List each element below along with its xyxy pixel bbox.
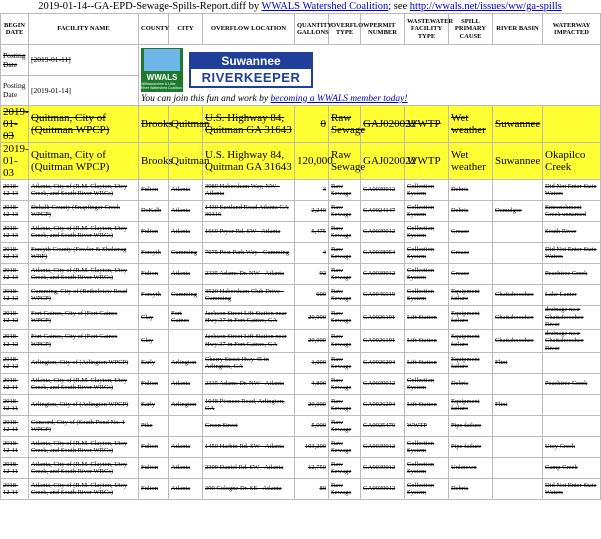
overflow-location-cell: Jackson Street Lift Station near Hwy 37 in Fort Gaines, GA xyxy=(203,306,295,330)
overflow-type-cell: Raw Sewage xyxy=(329,479,361,500)
logos xyxy=(139,45,600,93)
overflow-location-cell: 7075 Post Park Way - Cumming xyxy=(203,243,295,264)
begin-date-cell: 2019-01-03 xyxy=(1,106,29,143)
table-row xyxy=(1,416,601,437)
city-cell: Cumming xyxy=(169,243,203,264)
table-row xyxy=(1,479,601,500)
river-basin-cell: Chattahoochee xyxy=(493,329,543,353)
city-cell: Arlington xyxy=(169,353,203,374)
waterway-impacted-cell: Utoy Creek xyxy=(543,437,601,458)
spill-cause-cell: Equipment failure xyxy=(449,395,493,416)
spills-url-link[interactable]: http://wwals.net/issues/ww/ga-spills xyxy=(409,1,562,12)
overflow-type-cell: Raw Sewage xyxy=(329,395,361,416)
river-basin-cell xyxy=(493,458,543,479)
facility-type-cell: WWTP xyxy=(405,416,449,437)
county-cell: Fulton xyxy=(139,180,169,201)
overflow-location-cell: 1669 Pryor Rd. SW - Atlanta xyxy=(203,222,295,243)
overflow-location-cell: 3089 Habersham Way, NW - Atlanta xyxy=(203,180,295,201)
permit-number-cell: GA0039012 xyxy=(361,180,405,201)
overflow-location-cell: 2300 Daniel Rd. SW - Atlanta xyxy=(203,458,295,479)
facility-type-cell: Collection System xyxy=(405,180,449,201)
begin-date-cell: 2018-12-11 xyxy=(1,416,29,437)
city-cell: Cumming xyxy=(169,285,203,306)
river-basin-cell: Ocmulgee xyxy=(493,201,543,222)
waterway-impacted-cell xyxy=(543,353,601,374)
overflow-location-cell: 1450 Harbin Rd. SW - Atlanta xyxy=(203,437,295,458)
county-cell: Brooks xyxy=(139,106,169,143)
waterway-impacted-cell: drainage near Chattahoochee River xyxy=(543,329,601,353)
table-row xyxy=(1,306,601,330)
quantity-gallons-cell: 20,000 xyxy=(295,329,329,353)
column-header-spill-cause: SPILL PRIMARY CAUSE xyxy=(449,14,493,45)
facility-name-cell: Atlanta, City of (R.M. Clayton, Utoy Creek, and South River WRCs) xyxy=(29,437,139,458)
county-cell: Early xyxy=(139,353,169,374)
waterway-impacted-cell: drainage near Chattahoochee River xyxy=(543,306,601,330)
column-header-river-basin: RIVER BASIN xyxy=(493,14,543,45)
facility-type-cell: Collection System xyxy=(405,437,449,458)
table-row xyxy=(1,374,601,395)
facility-type-cell: WWTP xyxy=(405,106,449,143)
table-row xyxy=(1,222,601,243)
begin-date-cell: 2018-12-13 xyxy=(1,180,29,201)
see-text: ; see xyxy=(388,1,410,12)
county-cell: Clay xyxy=(139,329,169,353)
permit-number-cell: GA0039012 xyxy=(361,479,405,500)
table-row xyxy=(1,329,601,353)
river-basin-cell: Suwannee xyxy=(493,143,543,180)
permit-number-cell: GAJ020022 xyxy=(361,143,405,180)
header-row xyxy=(1,14,601,45)
spill-cause-cell: Unknown xyxy=(449,458,493,479)
county-cell: Pike xyxy=(139,416,169,437)
begin-date-cell: 2018-12-13 xyxy=(1,222,29,243)
srk-top-text: Suwannee xyxy=(191,54,311,69)
quantity-gallons-cell: 600 xyxy=(295,285,329,306)
overflow-location-cell: Cherry Street Hwy 45 in Arlington, GA xyxy=(203,353,295,374)
quantity-gallons-cell: 1,000 xyxy=(295,353,329,374)
river-basin-cell: Flint xyxy=(493,395,543,416)
page-title xyxy=(0,0,600,13)
county-cell: Early xyxy=(139,395,169,416)
county-cell: Fulton xyxy=(139,479,169,500)
facility-type-cell: Lift Station xyxy=(405,395,449,416)
begin-date-cell: 2018-12-11 xyxy=(1,395,29,416)
overflow-type-cell: Raw Sewage xyxy=(329,264,361,285)
wwals-logo[interactable] xyxy=(141,48,183,92)
overflow-location-cell: 1048 Pioneer Road, Arlington, GA xyxy=(203,395,295,416)
overflow-type-cell: Raw Sewage xyxy=(329,416,361,437)
facility-name-cell: Quitman, City of (Quitman WPCP) xyxy=(29,143,139,180)
begin-date-cell: 2018-12-13 xyxy=(1,243,29,264)
permit-number-cell: GA0026191 xyxy=(361,306,405,330)
permit-number-cell: GA0039012 xyxy=(361,264,405,285)
facility-name-cell: Forsyth County (Fowler & Shakerag WRF) xyxy=(29,243,139,264)
posting-label: Posting Date xyxy=(1,75,29,106)
spill-cause-cell: Grease xyxy=(449,243,493,264)
facility-name-cell: Concord, City of (South Pond No. 1 WPCP) xyxy=(29,416,139,437)
county-cell: Clay xyxy=(139,306,169,330)
facility-name-cell: Atlanta, City of (R.M. Clayton, Utoy Creek, and South River WRCs) xyxy=(29,180,139,201)
begin-date-cell: 2018-12-12 xyxy=(1,353,29,374)
overflow-location-cell: 3520 Habersham Club Drive - Cumming xyxy=(203,285,295,306)
overflow-location-cell: 390 Cologne Dr. SE - Atlanta xyxy=(203,479,295,500)
begin-date-cell: 2018-12-13 xyxy=(1,201,29,222)
facility-type-cell: Collection System xyxy=(405,479,449,500)
county-cell: Fulton xyxy=(139,374,169,395)
facility-name-cell: Dekalb County (Snapfinger Creek WPCP) xyxy=(29,201,139,222)
table-row xyxy=(1,285,601,306)
city-cell: Atlanta xyxy=(169,222,203,243)
begin-date-cell: 2019-01-03 xyxy=(1,143,29,180)
waterway-impacted-cell: South River xyxy=(543,222,601,243)
waterway-impacted-cell: Okapilco Creek xyxy=(543,143,601,180)
quantity-gallons-cell: 0 xyxy=(295,106,329,143)
spill-cause-cell: Pipe failure xyxy=(449,416,493,437)
facility-name-cell: Atlanta, City of (R.M. Clayton, Utoy Creek, and South River WRCs) xyxy=(29,222,139,243)
banner-cell xyxy=(139,45,601,106)
overflow-location-cell: 1430 Eastland Road Atlanta GA 30316 xyxy=(203,201,295,222)
permit-number-cell: GAJ020022 xyxy=(361,106,405,143)
river-basin-cell: Chattahoochee xyxy=(493,306,543,330)
table-row xyxy=(1,437,601,458)
city-cell: Quitman xyxy=(169,106,203,143)
waterway-impacted-cell: Did Not Enter State Waters xyxy=(543,180,601,201)
facility-name-cell: Atlanta, City of (R.M. Clayton, Utoy Creek, and South River WRCs) xyxy=(29,374,139,395)
city-cell: Quitman xyxy=(169,143,203,180)
waterway-impacted-cell: Peachtree Creek xyxy=(543,264,601,285)
overflow-type-cell: Raw Sewage xyxy=(329,180,361,201)
facility-type-cell: Collection System xyxy=(405,458,449,479)
quantity-gallons-cell: 5,000 xyxy=(295,416,329,437)
column-header-begin-date: BEGIN DATE xyxy=(1,14,29,45)
quantity-gallons-cell: 2,240 xyxy=(295,201,329,222)
spill-cause-cell: Wet weather xyxy=(449,106,493,143)
waterway-impacted-cell: Camp Creek xyxy=(543,458,601,479)
overflow-type-cell: Raw Sewage xyxy=(329,306,361,330)
permit-number-cell: GA0039012 xyxy=(361,374,405,395)
posting-date: [2019-01-14] xyxy=(29,75,139,106)
overflow-location-cell: U.S. Highway 84, Quitman GA 31643 xyxy=(203,106,295,143)
begin-date-cell: 2018-12-13 xyxy=(1,264,29,285)
facility-name-cell: Quitman, City of (Quitman WPCP) xyxy=(29,106,139,143)
membership-link[interactable]: becoming a WWALS member today! xyxy=(270,94,408,104)
spill-cause-cell: Debris xyxy=(449,180,493,201)
river-picture xyxy=(144,49,180,71)
county-cell: Forsyth xyxy=(139,285,169,306)
column-header-overflow-location: OVERFLOW LOCATION xyxy=(203,14,295,45)
highlighted-spill-row xyxy=(1,143,601,180)
county-cell: DeKalb xyxy=(139,201,169,222)
waterway-impacted-cell xyxy=(543,395,601,416)
spill-cause-cell: Equipment failure xyxy=(449,285,493,306)
table-row xyxy=(1,353,601,374)
river-basin-cell: Flint xyxy=(493,353,543,374)
spill-cause-cell: Equipment failure xyxy=(449,306,493,330)
table-row xyxy=(1,395,601,416)
facility-name-cell: Fort Gaines, City of (Fort Gaines WPCP) xyxy=(29,329,139,353)
facility-type-cell: Collection System xyxy=(405,285,449,306)
begin-date-cell: 2018-12-11 xyxy=(1,458,29,479)
title-text: 2019-01-14--GA-EPD-Sewage-Spills-Report.diff by xyxy=(38,1,262,12)
facility-name-cell: Atlanta, City of (R.M. Clayton, Utoy Creek, and South River WRCs) xyxy=(29,479,139,500)
permit-number-cell: GA0026204 xyxy=(361,353,405,374)
posting-label: Posting Date xyxy=(1,45,29,76)
facility-name-cell: Atlanta, City of (R.M. Clayton, Utoy Creek, and South River WRCs) xyxy=(29,458,139,479)
overflow-type-cell: Raw Sewage xyxy=(329,222,361,243)
quantity-gallons-cell: 12,750 xyxy=(295,458,329,479)
begin-date-cell: 2018-12-11 xyxy=(1,374,29,395)
county-cell: Fulton xyxy=(139,437,169,458)
city-cell: Atlanta xyxy=(169,479,203,500)
facility-type-cell: Collection System xyxy=(405,201,449,222)
city-cell: Atlanta xyxy=(169,180,203,201)
facility-name-cell: Fort Gaines, City of (Fort Gaines WPCP) xyxy=(29,306,139,330)
river-basin-cell xyxy=(493,374,543,395)
spill-cause-cell: Debris xyxy=(449,479,493,500)
waterway-impacted-cell: Lake Lanier xyxy=(543,285,601,306)
facility-type-cell: Lift Station xyxy=(405,329,449,353)
facility-name-cell: Atlanta, City of (R.M. Clayton, Utoy Creek, and South River WRCs) xyxy=(29,264,139,285)
overflow-type-cell: Raw Sewage xyxy=(329,374,361,395)
permit-number-cell: GA0039012 xyxy=(361,437,405,458)
column-header-facility-type: WASTEWATER FACILITY TYPE xyxy=(405,14,449,45)
spill-cause-cell: Wet weather xyxy=(449,143,493,180)
overflow-type-cell: Raw Sewage xyxy=(329,329,361,353)
begin-date-cell: 2018-12-12 xyxy=(1,329,29,353)
srk-bottom-text: RIVERKEEPER xyxy=(201,70,301,85)
quantity-gallons-cell: 92 xyxy=(295,264,329,285)
facility-type-cell: Collection System xyxy=(405,243,449,264)
wwals-logo-text: WWALS xyxy=(146,73,178,82)
permit-number-cell: GA0039012 xyxy=(361,458,405,479)
quantity-gallons-cell: 80 xyxy=(295,479,329,500)
overflow-type-cell: Raw Sewage xyxy=(329,143,361,180)
facility-type-cell: Lift Station xyxy=(405,353,449,374)
river-basin-cell xyxy=(493,479,543,500)
overflow-type-cell: Raw Sewage xyxy=(329,106,361,143)
spill-cause-cell: Grease xyxy=(449,264,493,285)
facility-name-cell: Arlington, City of (Arlington WPCP) xyxy=(29,353,139,374)
facility-name-cell: Arlington, City of (Arlington WPCP) xyxy=(29,395,139,416)
overflow-type-cell: Raw Sewage xyxy=(329,243,361,264)
facility-type-cell: Lift Station xyxy=(405,306,449,330)
table-row xyxy=(1,243,601,264)
quantity-gallons-cell: 3 xyxy=(295,180,329,201)
column-header-permit-number: PERMIT NUMBER xyxy=(361,14,405,45)
column-header-quantity-gallons: QUANTITY GALLONS xyxy=(295,14,329,45)
city-cell: Atlanta xyxy=(169,264,203,285)
permit-number-cell: GA0024147 xyxy=(361,201,405,222)
column-header-city: CITY xyxy=(169,14,203,45)
permit-number-cell: GA0038954 xyxy=(361,243,405,264)
table-row xyxy=(1,201,601,222)
overflow-type-cell: Raw Sewage xyxy=(329,353,361,374)
table-row xyxy=(1,264,601,285)
county-cell: Forsyth xyxy=(139,243,169,264)
river-basin-cell xyxy=(493,437,543,458)
overflow-location-cell: Green Street xyxy=(203,416,295,437)
overflow-type-cell: Raw Sewage xyxy=(329,437,361,458)
quantity-gallons-cell: 4 xyxy=(295,243,329,264)
suwannee-riverkeeper-logo[interactable] xyxy=(189,52,313,88)
column-header-facility-name: FACILITY NAME xyxy=(29,14,139,45)
city-cell: Atlanta xyxy=(169,437,203,458)
county-cell: Fulton xyxy=(139,458,169,479)
wwals-logo-subtext: Withlacoochee & Little River Watershed Coalition xyxy=(141,82,182,90)
city-cell xyxy=(169,329,203,353)
highlighted-spill-row xyxy=(1,106,601,143)
river-basin-cell: Suwannee xyxy=(493,106,543,143)
river-basin-cell xyxy=(493,222,543,243)
permit-number-cell: GA0046019 xyxy=(361,285,405,306)
overflow-location-cell: Jackson Street Lift Station near Hwy 37 in Fort Gaines, GA xyxy=(203,329,295,353)
overflow-location-cell: U.S. Highway 84, Quitman GA 31643 xyxy=(203,143,295,180)
facility-type-cell: WWTP xyxy=(405,143,449,180)
city-cell: Atlanta xyxy=(169,458,203,479)
river-basin-cell xyxy=(493,243,543,264)
river-basin-cell xyxy=(493,416,543,437)
quantity-gallons-cell: 103,200 xyxy=(295,437,329,458)
spill-cause-cell: Debris xyxy=(449,374,493,395)
wwals-link[interactable]: WWALS Watershed Coalition xyxy=(261,1,389,12)
quantity-gallons-cell: 20,000 xyxy=(295,395,329,416)
waterway-impacted-cell: Did Not Enter State Waters xyxy=(543,479,601,500)
join-text: You can join this fun and work by xyxy=(141,94,271,104)
overflow-type-cell: Raw Sewage xyxy=(329,201,361,222)
begin-date-cell: 2018-12-12 xyxy=(1,285,29,306)
county-cell: Brooks xyxy=(139,143,169,180)
facility-type-cell: Collection System xyxy=(405,264,449,285)
quantity-gallons-cell: 5,475 xyxy=(295,222,329,243)
column-header-overflow-type: OVERFLOW TYPE xyxy=(329,14,361,45)
spill-cause-cell: Pipe failure xyxy=(449,437,493,458)
overflow-type-cell: Raw Sewage xyxy=(329,458,361,479)
waterway-impacted-cell xyxy=(543,416,601,437)
spills-table xyxy=(0,13,601,500)
table-row xyxy=(1,458,601,479)
county-cell: Fulton xyxy=(139,222,169,243)
posting-date: [2019-01-11] xyxy=(29,45,139,76)
city-cell: Atlanta xyxy=(169,374,203,395)
permit-number-cell: GA0039012 xyxy=(361,222,405,243)
waterway-impacted-cell: Entrenchment Creek unnamed xyxy=(543,201,601,222)
river-basin-cell: Chattahoochee xyxy=(493,285,543,306)
spill-cause-cell: Equipment failure xyxy=(449,353,493,374)
permit-number-cell: GA0025470 xyxy=(361,416,405,437)
river-basin-cell xyxy=(493,180,543,201)
spill-cause-cell: Debris xyxy=(449,201,493,222)
waterway-impacted-cell xyxy=(543,106,601,143)
column-header-county: COUNTY xyxy=(139,14,169,45)
quantity-gallons-cell: 4,800 xyxy=(295,374,329,395)
quantity-gallons-cell: 20,000 xyxy=(295,306,329,330)
posting-row-1 xyxy=(1,45,601,76)
city-cell: Fort Gaines xyxy=(169,306,203,330)
overflow-location-cell: 2335 Adams Dr. NW - Atlanta xyxy=(203,374,295,395)
table-row xyxy=(1,180,601,201)
begin-date-cell: 2018-12-12 xyxy=(1,306,29,330)
begin-date-cell: 2018-12-11 xyxy=(1,437,29,458)
begin-date-cell: 2018-12-11 xyxy=(1,479,29,500)
facility-name-cell: Cumming, City of (Bethelview Road WPCP) xyxy=(29,285,139,306)
city-cell xyxy=(169,416,203,437)
waterway-impacted-cell: Did Not Enter State Waters xyxy=(543,243,601,264)
permit-number-cell: GA0026191 xyxy=(361,329,405,353)
quantity-gallons-cell: 120,000 xyxy=(295,143,329,180)
facility-type-cell: Collection System xyxy=(405,374,449,395)
river-basin-cell xyxy=(493,264,543,285)
spill-cause-cell: Grease xyxy=(449,222,493,243)
column-header-waterway-impacted: WATERWAY IMPACTED xyxy=(543,14,601,45)
overflow-location-cell: 2335 Adams Dr. NW - Atlanta xyxy=(203,264,295,285)
permit-number-cell: GA0026204 xyxy=(361,395,405,416)
city-cell: Atlanta xyxy=(169,201,203,222)
county-cell: Fulton xyxy=(139,264,169,285)
spill-cause-cell: Equipment failure xyxy=(449,329,493,353)
overflow-type-cell: Raw Sewage xyxy=(329,285,361,306)
waterway-impacted-cell: Peachtree Creek xyxy=(543,374,601,395)
facility-type-cell: Collection System xyxy=(405,222,449,243)
city-cell: Arlington xyxy=(169,395,203,416)
join-message xyxy=(139,93,600,105)
